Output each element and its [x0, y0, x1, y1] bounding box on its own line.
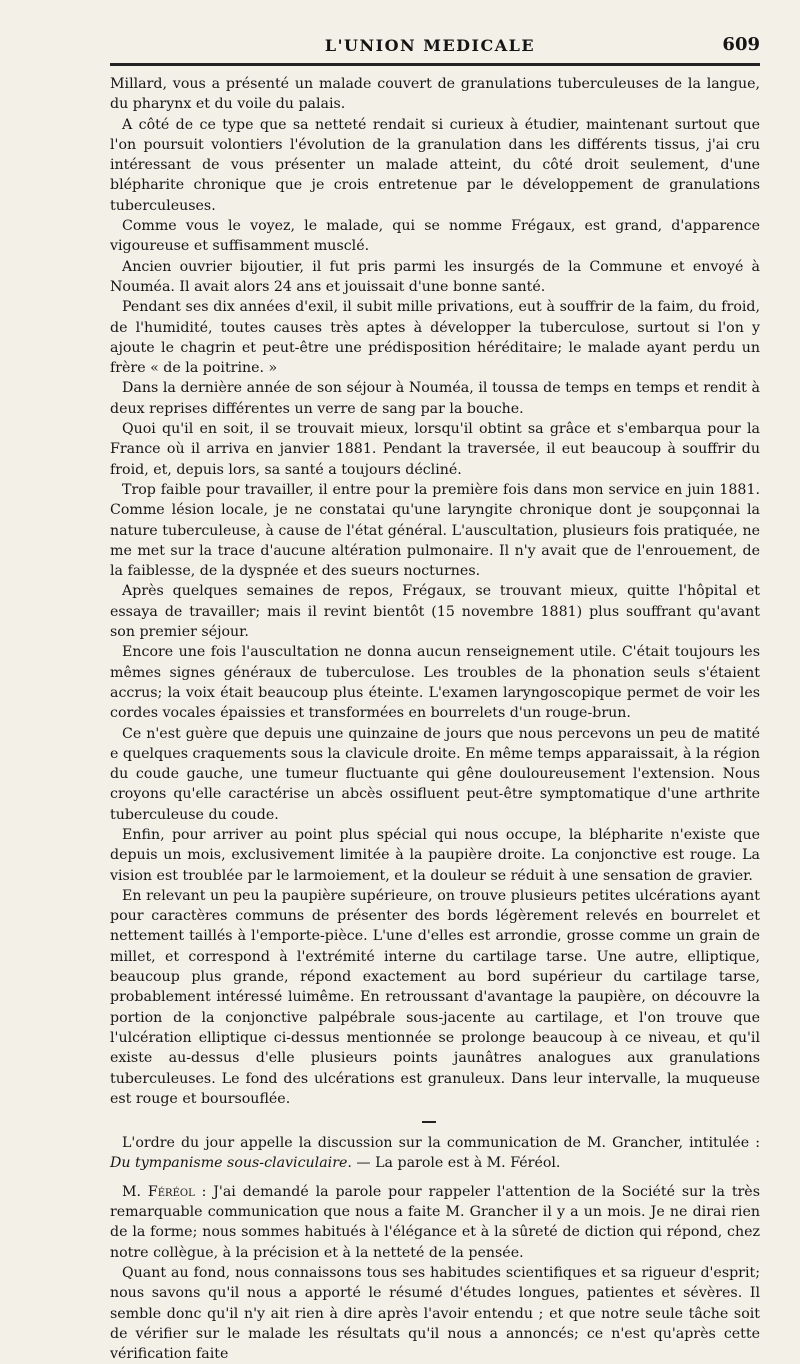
paragraph: A côté de ce type que sa netteté rendait si curieux à étudier, maintenant surtout que l'on poursuit volontiers l'évolution de la granulation dans les différents tissus, j'ai cru intéressant de vous présenter un malade atteint, du côté droit seulement, d'une blépharite chronique que je crois entretenue par le développement de granulations tuberculeuses. [110, 116, 760, 214]
paragraph: Encore une fois l'auscultation ne donna aucun renseignement utile. C'était toujours les mêmes signes généraux de tuberculose. Les troubles de la phonation seuls s'étaient accrus; la voix était beaucoup plus éteinte. L'examen laryngoscopique permet de voir les cordes vocales épaissies et transformées en bourrelets d'un rouge-brun. [110, 644, 760, 722]
page-number: 609 [722, 34, 760, 55]
paragraph: Millard, vous a présenté un malade couvert de granulations tuberculeuses de la langue, du pharynx et du voile du palais. [110, 76, 760, 113]
paragraph: Après quelques semaines de repos, Frégaux, se trouvant mieux, quitte l'hôpital et essaya de travailler; mais il revint bientôt (15 novembre 1881) plus souffrant qu'avant son premier séjour. [110, 583, 760, 641]
running-header [100, 30, 760, 60]
paragraph: Ancien ouvrier bijoutier, il fut pris parmi les insurgés de la Commune et envoyé à Nouméa. Il avait alors 24 ans et jouissait d'une bonne santé. [110, 258, 760, 295]
paragraph: En relevant un peu la paupière supérieure, on trouve plusieurs petites ulcérations ayant pour caractères communs de présenter des bords légèrement relevés en bourrelet et nettement taillés à l'emporte-pièce. L'une d'elles est arrondie, grosse comme un grain de millet, et correspond à l'extrémité interne du cartilage tarse. Une autre, elliptique, beaucoup plus grande, répond exactement au bord supérieur du cartilage tarse, probablement intéressé luimême. En retroussant d'avantage la paupière, on découvre la portion de la conjonctive palpébrale sous-jacente au cartilage, et l'on trouve que l'ulcération elliptique ci-dessus mentionnée se prolonge beaucoup à ce niveau, et qu'il existe au-dessus d'elle plusieurs points jaunâtres analogues aux granulations tuberculeuses. Le fond des ulcérations est granuleux. Dans leur intervalle, la muqueuse est rouge et boursouflée. [110, 887, 760, 1107]
speaker-text: J'ai demandé la parole pour rappeler l'attention de la Société sur la très remarquable communication que nous a faite M. Grancher il y a un mois. Je ne dirai rien de la forme; nous sommes habitués à l'élégance et à la sûreté de diction qui répond, chez notre collègue, à la précision et à la netteté de la pensée. [110, 1183, 760, 1261]
article-body [110, 74, 760, 1364]
paragraph: Ce n'est guère que depuis une quinzaine de jours que nous percevons un peu de matité e quelques craquements sous la clavicule droite. En même temps apparaissait, à la région du coude gauche, une tumeur fluctuante qui gêne douloureusement l'extension. Nous croyons qu'elle caractérise un abcès ossifluent peut-être symptomatique d'une arthrite tuberculeuse du coude. [110, 725, 760, 823]
paragraph: Enfin, pour arriver au point plus spécial qui nous occupe, la blépharite n'existe que depuis un mois, exclusivement limitée à la paupière droite. La conjonctive est rouge. La vision est troublée par le larmoiement, et la douleur se réduit à une sensation de gravier. [110, 826, 760, 884]
discussion-title: Du tympanisme sous-claviculaire. [110, 1155, 352, 1172]
speaker-name: M. Féréol : [122, 1183, 207, 1200]
paragraph: Dans la dernière année de son séjour à Nouméa, il toussa de temps en temps et rendit à deux reprises différentes un verre de sang par la bouche. [110, 380, 760, 417]
paragraph: Quant au fond, nous connaissons tous ses habitudes scientifiques et sa rigueur d'esprit; nous savons qu'il nous a apporté le résumé d'études longues, patientes et sévères. Il semble donc qu'il n'y ait rien à dire après l'avoir entendu ; et que notre seule tâche soit de vérifier sur le malade les résultats qu'il nous a annoncés; ce n'est qu'après cette vérification faite [110, 1264, 760, 1363]
paragraph: Quoi qu'il en soit, il se trouvait mieux, lorsqu'il obtint sa grâce et s'embarqua pour la France où il arriva en janvier 1881. Pendant la traversée, il eut beaucoup à souffrir du froid, et, depuis lors, sa santé a toujours décliné. [110, 421, 760, 478]
paragraph: Pendant ses dix années d'exil, il subit mille privations, eut à souffrir de la faim, du froid, de l'humidité, toutes causes très aptes à développer la tuberculose, surtout si l'on y ajoute le chagrin et peut-être une prédisposition héréditaire; le malade ayant perdu un frère « de la poitrine. » [110, 299, 760, 377]
paragraph: Comme vous le voyez, le malade, qui se nomme Frégaux, est grand, d'apparence vigoureuse et suffisamment musclé. [110, 218, 760, 255]
discussion-intro-end: — La parole est à M. Féréol. [356, 1155, 561, 1172]
speaker-paragraph [110, 1182, 760, 1263]
discussion-intro-text: L'ordre du jour appelle la discussion sur la communication de M. Grancher, intitulée : [122, 1135, 760, 1152]
discussion-intro [110, 1133, 760, 1174]
section-separator [110, 1109, 760, 1133]
header-rule [110, 63, 760, 66]
journal-title: L'UNION MEDICALE [324, 36, 536, 55]
paragraph: Trop faible pour travailler, il entre pour la première fois dans mon service en juin 1881. Comme lésion locale, je ne constatai qu'une laryngite chronique dont je soupçonnai la nature tuberculeuse, à cause de l'état général. L'auscultation, plusieurs fois pratiquée, ne me met sur la trace d'aucune altération pulmonaire. Il n'y avait que de l'enrouement, de la faiblesse, de la dyspnée et des sueurs nocturnes. [110, 481, 760, 580]
